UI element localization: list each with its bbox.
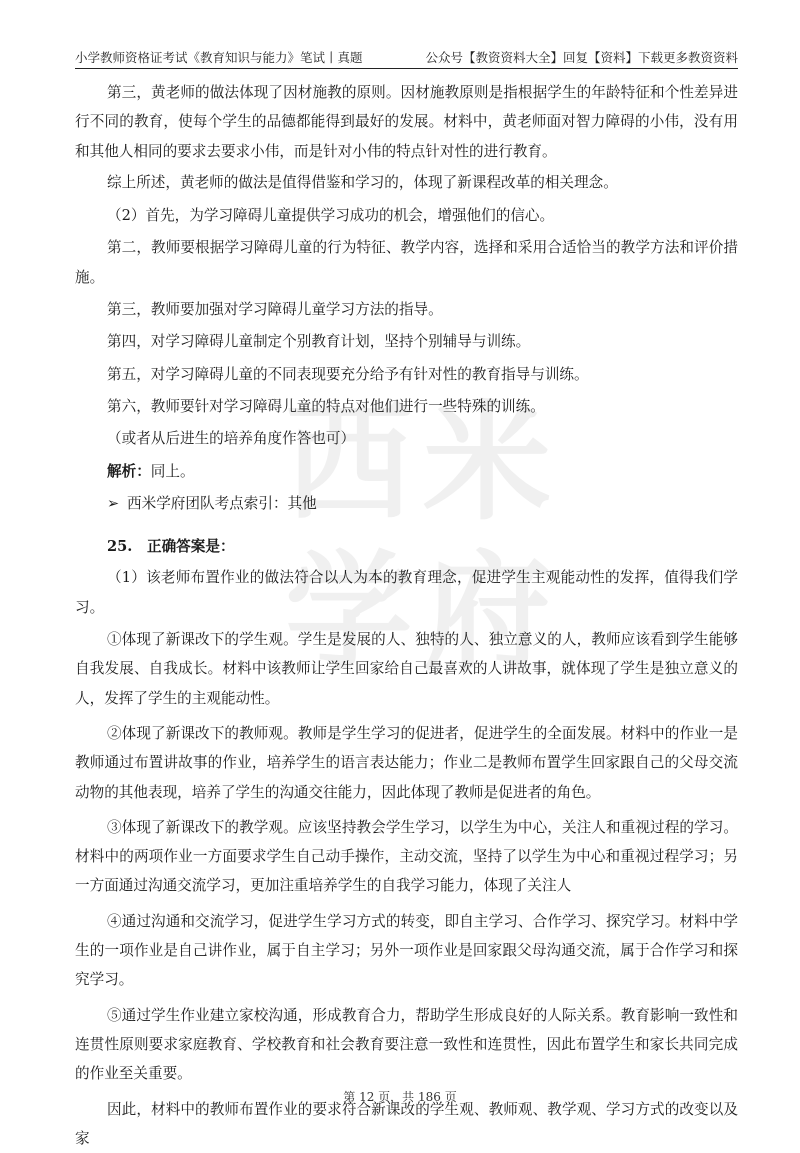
analysis-line [75, 457, 738, 486]
paragraph-summary: 综上所述，黄老师的做法是值得借鉴和学习的，体现了新课程改革的相关理念。 [75, 168, 738, 197]
watermark-char: 学 [285, 550, 413, 678]
q2-item: 第二，教师要根据学习障碍儿童的行为特征、教学内容，选择和采用合适恰当的教学方法和评价措施。 [75, 233, 738, 292]
page-content [75, 78, 738, 1153]
q2-item: 第三，教师要加强对学习障碍儿童学习方法的指导。 [75, 295, 738, 324]
q25-title: 25. 正确答案是： [75, 532, 738, 561]
q2-item: 第五，对学习障碍儿童的不同表现要充分给予有针对性的教育指导与训练。 [75, 360, 738, 389]
q25-paragraph: （1）该老师布置作业的做法符合以人为本的教育理念，促进学生主观能动性的发挥，值得我们学习。 [75, 563, 738, 622]
q2-item: （2）首先，为学习障碍儿童提供学习成功的机会，增强他们的信心。 [75, 201, 738, 230]
bullet-line [75, 489, 738, 518]
q25-paragraph: ②体现了新课改下的教师观。教师是学生学习的促进者，促进学生的全面发展。材料中的作业一是教师通过布置讲故事的作业，培养学生的语言表达能力；作业二是教师布置学生回家跟自己的父母交流动物的其他表现，培养了学生的沟通交往能力，因此体现了教师是促进者的角色。 [75, 719, 738, 807]
header-exam-title: 小学教师资格证考试《教育知识与能力》笔试丨真题 [75, 48, 363, 66]
q2-item: 第四，对学习障碍儿童制定个别教育计划，坚持个别辅导与训练。 [75, 327, 738, 356]
header-promo-text: 公众号【教资资料大全】回复【资料】下载更多教资资料 [425, 48, 738, 66]
arrow-icon: ➢ [107, 489, 127, 518]
page-footer: 第 12 页，共 186 页 [0, 1088, 800, 1105]
analysis-text: 同上。 [151, 463, 195, 480]
analysis-label: 解析： [107, 463, 151, 480]
page-header [75, 46, 738, 69]
paragraph-third-point: 第三，黄老师的做法体现了因材施教的原则。因材施教原则是指根据学生的年龄特征和个性差异进行不同的教育，使每个学生的品德都能得到最好的发展。材料中，黄老师面对智力障碍的小伟，没有用和其他人相同的要求去要求小伟，而是针对小伟的特点针对性的进行教育。 [75, 78, 738, 166]
watermark-char: 米 [423, 400, 551, 528]
q25-paragraph: ④通过沟通和交流学习，促进学生学习方式的转变，即自主学习、合作学习、探究学习。材料中学生的一项作业是自己讲作业，属于自主学习；另外一项作业是回家跟父母沟通交流，属于合作学习和探究学习。 [75, 907, 738, 995]
q2-item: 第六，教师要针对学习障碍儿童的特点对他们进行一些特殊的训练。 [75, 392, 738, 421]
q25-paragraph: 因此，材料中的教师布置作业的要求符合新课改的学生观、教师观、教学观、学习方式的改变以及家 [75, 1095, 738, 1153]
watermark-char: 西 [285, 400, 413, 528]
q2-item: （或者从后进生的培养角度作答也可） [75, 424, 738, 453]
watermark-char: 府 [423, 550, 551, 678]
q25-paragraph: ③体现了新课改下的教学观。应该坚持教会学生学习，以学生为中心，关注人和重视过程的学习。材料中的两项作业一方面要求学生自己动手操作，主动交流，坚持了以学生为中心和重视过程学习；另一方面通过沟通交流学习，更加注重培养学生的自我学习能力，体现了关注人 [75, 813, 738, 901]
bullet-text: 西米学府团队考点索引：其他 [127, 495, 317, 512]
q25-paragraph: ①体现了新课改下的学生观。学生是发展的人、独特的人、独立意义的人，教师应该看到学生能够自我发展、自我成长。材料中该教师让学生回家给自己最喜欢的人讲故事，就体现了学生是独立意义的人，发挥了学生的主观能动性。 [75, 625, 738, 713]
q25-paragraph: ⑤通过学生作业建立家校沟通，形成教育合力，帮助学生形成良好的人际关系。教育影响一致性和连贯性原则要求家庭教育、学校教育和社会教育要注意一致性和连贯性，因此布置学生和家长共同完成的作业至关重要。 [75, 1001, 738, 1089]
